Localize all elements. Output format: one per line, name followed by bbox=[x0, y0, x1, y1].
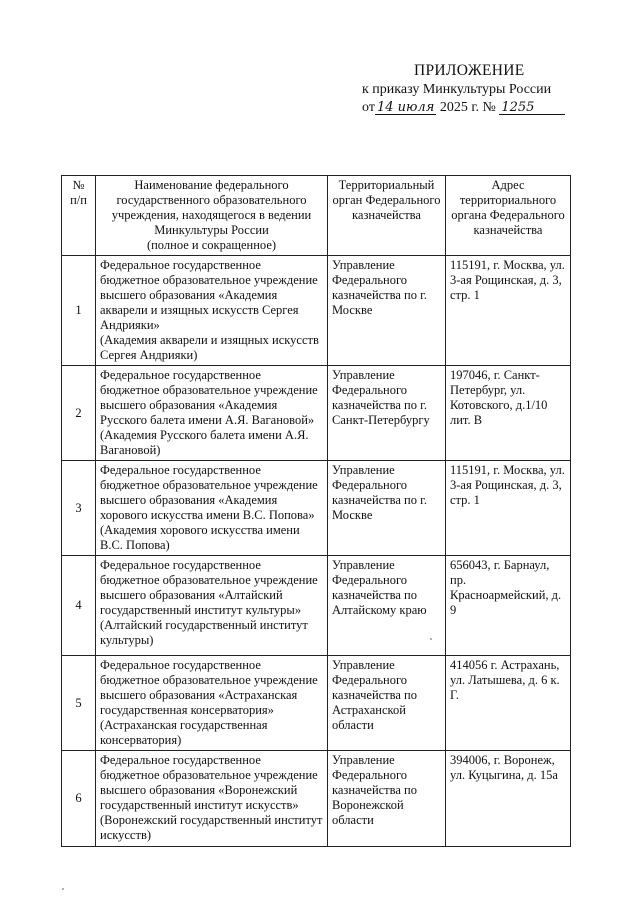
handwritten-date: 14 июля bbox=[376, 100, 435, 115]
col-header-address: Адрес территориального органа Федерального казначейства bbox=[446, 176, 571, 256]
row-name bbox=[96, 256, 328, 366]
row-address: 115191, г. Москва, ул. 3-ая Рощинская, д. 3, стр. 1 bbox=[446, 256, 571, 366]
table-row bbox=[62, 461, 571, 556]
row-address: 197046, г. Санкт-Петербург, ул. Котовского, д.1/10 лит. В bbox=[446, 366, 571, 461]
row-name bbox=[96, 656, 328, 751]
col-header-num: № п/п bbox=[62, 176, 96, 256]
order-date-line bbox=[362, 100, 565, 116]
row-short-name: (Алтайский государственный институт культуры) bbox=[100, 618, 308, 647]
row-short-name: (Академия Русского балета имени А.Я. Вагановой) bbox=[100, 428, 309, 457]
row-name bbox=[96, 751, 328, 847]
row-address: 414056 г. Астрахань, ул. Латышева, д. 6 к. Г. bbox=[446, 656, 571, 751]
table-row bbox=[62, 366, 571, 461]
col-header-org: Территориальный орган Федерального казначейства bbox=[328, 176, 446, 256]
table-header-row bbox=[62, 176, 571, 256]
row-num: 5 bbox=[62, 656, 96, 751]
row-org: Управление Федерального казначейства по г. Москве bbox=[328, 461, 446, 556]
row-num: 1 bbox=[62, 256, 96, 366]
table-row bbox=[62, 751, 571, 847]
row-short-name: (Академия хорового искусства имени В.С. Попова) bbox=[100, 523, 300, 552]
from-prefix: от bbox=[362, 100, 375, 115]
row-num: 2 bbox=[62, 366, 96, 461]
year-text: 2025 г. № bbox=[439, 100, 496, 115]
row-full-name: Федеральное государственное бюджетное образовательное учреждение высшего образования «Академия акварели и изящных искусств Сергея Андрияки» bbox=[100, 258, 318, 332]
row-full-name: Федеральное государственное бюджетное образовательное учреждение высшего образования «Академия хорового искусства имени В.С. Попова» bbox=[100, 463, 318, 522]
row-num: 3 bbox=[62, 461, 96, 556]
col-header-name bbox=[96, 176, 328, 256]
table-row bbox=[62, 556, 571, 656]
row-short-name: (Академия акварели и изящных искусств Сергея Андрияки) bbox=[100, 333, 319, 362]
row-num: 6 bbox=[62, 751, 96, 847]
row-org: Управление Федерального казначейства по г. Москве bbox=[328, 256, 446, 366]
col-header-name-sub: (полное и сокращенное) bbox=[146, 238, 277, 252]
row-address: 115191, г. Москва, ул. 3-ая Рощинская, д. 3, стр. 1 bbox=[446, 461, 571, 556]
row-address: 394006, г. Воронеж, ул. Куцыгина, д. 15а bbox=[446, 751, 571, 847]
table-row bbox=[62, 656, 571, 751]
row-org: Управление Федерального казначейства по г. Санкт-Петербургу bbox=[328, 366, 446, 461]
row-short-name: (Астраханская государственная консерватория) bbox=[100, 718, 268, 747]
appendix-title: ПРИЛОЖЕНИЕ bbox=[414, 62, 525, 79]
handwritten-number: 1255 bbox=[499, 101, 565, 115]
row-address: 656043, г. Барнаул, пр. Красноармейский, д. 9 bbox=[446, 556, 571, 656]
row-name bbox=[96, 366, 328, 461]
scan-speck bbox=[430, 638, 432, 640]
col-header-name-text: Наименование федерального государственного образовательного учреждения, находящегося в ведении Минкультуры России bbox=[111, 178, 312, 237]
order-reference: к приказу Минкультуры России bbox=[362, 82, 552, 97]
table-row bbox=[62, 256, 571, 366]
scan-speck bbox=[62, 888, 64, 890]
row-org: Управление Федерального казначейства по Астраханской области bbox=[328, 656, 446, 751]
row-org: Управление Федерального казначейства по Алтайскому краю bbox=[328, 556, 446, 656]
row-num: 4 bbox=[62, 556, 96, 656]
row-name bbox=[96, 556, 328, 656]
row-full-name: Федеральное государственное бюджетное образовательное учреждение высшего образования «Воронежский государственный институт искусств» bbox=[100, 753, 318, 812]
row-org: Управление Федерального казначейства по Воронежской области bbox=[328, 751, 446, 847]
institutions-table bbox=[61, 175, 571, 847]
row-full-name: Федеральное государственное бюджетное образовательное учреждение высшего образования «Алтайский государственный институт культуры» bbox=[100, 558, 318, 617]
row-full-name: Федеральное государственное бюджетное образовательное учреждение высшего образования «Академия Русского балета имени А.Я. Вагановой» bbox=[100, 368, 318, 427]
row-name bbox=[96, 461, 328, 556]
row-short-name: (Воронежский государственный институт искусств) bbox=[100, 813, 323, 842]
row-full-name: Федеральное государственное бюджетное образовательное учреждение высшего образования «Астраханская государственная консерватория» bbox=[100, 658, 318, 717]
